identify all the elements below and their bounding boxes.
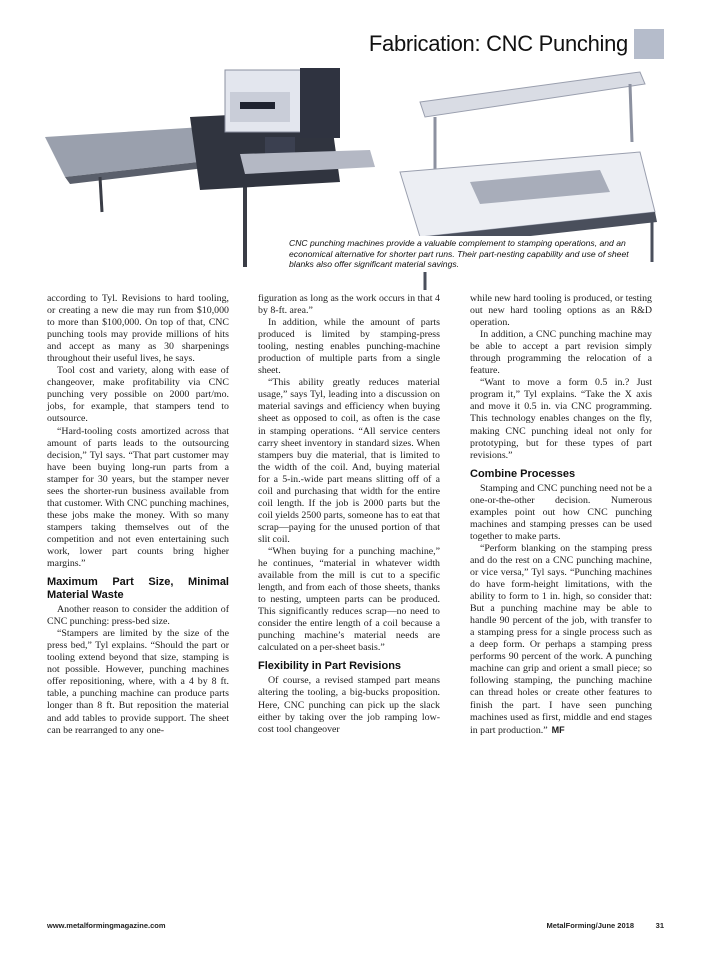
article-column-1 — [47, 293, 229, 737]
footer-website: www.metalformingmagazine.com — [47, 921, 166, 930]
footer-issue: MetalForming/June 2018 — [546, 921, 634, 930]
paragraph: while new hard tooling is produced, or testing out new hard tooling options as an R&D operation. — [470, 293, 652, 329]
page-number: 31 — [655, 921, 664, 930]
paragraph: Of course, a revised stamped part means altering the tooling, a big-bucks proposition. Here, CNC punching can pick up the slack either by taking over the job ramping low-cost tool changeover — [258, 675, 440, 735]
section-color-block — [634, 29, 664, 59]
subheading: Flexibility in Part Revisions — [258, 660, 402, 673]
paragraph: In addition, a CNC punching machine may be able to accept a part revision simply through programming the relocation of a feature. — [470, 329, 652, 377]
paragraph: according to Tyl. Revisions to hard tooling, or creating a new die may run from $10,000 to more than $100,000. On top of that, CNC punching tools may provide millions of hits and accept as many as 30 sharpenings throughout their useful lives, he says. — [47, 293, 229, 365]
paragraph-text: “Perform blanking on the stamping press and do the rest on a CNC punching machine, or vice versa,” Tyl says. “Punching machines do have form-height limitations, with the ability to form to 1 in. high, so consider that: But a punching machine may be able to handle 90 percent of the job, with transfer to a stamping press for a single process such as a deep form. Or perhaps a stamping press performs 90 percent of the work. A punching machine can grip and orient a small piece; so following stamping, the punching machine can thread holes or create other features to finish the part. I have seen punching machines used as first, middle and end stages in part production.” — [470, 542, 652, 736]
paragraph: Tool cost and variety, along with ease of changeover, make profitability via CNC punching very possible on 2000 part/mo. jobs, for example, that stampers tend to outsource. — [47, 365, 229, 425]
paragraph: “Hard-tooling costs amortized across that amount of parts leads to the outsourcing decision,” Tyl says. “That part customer may have been buying long-run parts from a stamper for 30 years, but the stamper never sees the shorter-run business available from that customer. With CNC punching machines, these jobs make the money. With so many stampers taking themselves out of the competition and not even entertaining such work, lower part counts bring higher margins.” — [47, 425, 229, 570]
section-title: Fabrication: CNC Punching — [368, 31, 628, 56]
article-column-3 — [470, 293, 652, 737]
article-column-2 — [258, 293, 440, 736]
paragraph: “This ability greatly reduces material usage,” says Tyl, leading into a discussion on material savings and efficiency when buying sheet as opposed to coil, as often is the case in stamping operations. “All service centers carry sheet inventory in standard sizes. When stampers buy die material, that is limited to the width of the coil. And, buying material for a 5-in.-wide part means slitting off of a coil and purchasing that width for the entire coil length. If the job is 2000 parts but the coil yields 2500 parts, someone has to eat that scrap—paying for the unused portion of that slit coil. — [258, 377, 440, 545]
page-footer — [47, 921, 664, 935]
paragraph: Stamping and CNC punching need not be a one-or-the-other decision. Numerous examples point out how CNC punching machines and stamping presses can be used together to make parts. — [470, 482, 652, 542]
subheading: Combine Processes — [470, 467, 576, 480]
figure-caption: CNC punching machines provide a valuable complement to stamping operations, and an economical alternative for shorter part runs. Their part-nesting capability and use of sheet blanks also offer significant material savings. — [285, 236, 633, 272]
paragraph: figuration as long as the work occurs in that 4 by 8-ft. area.” — [258, 293, 440, 317]
machine-logo-panel — [240, 102, 275, 109]
end-mark: MF — [551, 724, 565, 735]
paragraph: “When buying for a punching machine,” he continues, “material in whatever width available from the mill is cut to a specific length, and from each of those sheets, thanks to nesting, umpteen parts can be produced. This significantly reduces scrap—no need to consider the entire length of a coil because a punching machine’s material needs are calculated on a per-sheet basis.” — [258, 545, 440, 654]
loader-post-2 — [630, 84, 632, 142]
paragraph: In addition, while the amount of parts produced is limited by stamping-press tooling, nesting enables punching-machine production of multiple parts from a single sheet. — [258, 317, 440, 377]
section-header — [369, 28, 664, 60]
machine-frame-side — [300, 68, 340, 138]
machine-table-right — [240, 150, 375, 174]
paragraph: “Stampers are limited by the size of the press bed,” Tyl explains. “Should the part or tooling extend beyond that size, stamping is not possible. However, punching machines offer repositioning, where, with a 4 by 8 ft. table, a punching machine can produce parts longer than 8 ft. But reposition the material and add tables to provide support. The sheet can be rearranged to any one- — [47, 628, 229, 736]
loader-gantry — [420, 72, 645, 117]
paragraph — [470, 543, 652, 737]
subheading: Maximum Part Size, Minimal Material Waste — [47, 576, 229, 602]
paragraph: “Want to move a form 0.5 in.? Just program it,” Tyl explains. “Take the X axis and move it 0.5 in. via CNC programming. This technology enables changes on the fly, making CNC punching ideal not only for prototyping, but for these types of part revisions.” — [470, 377, 652, 461]
paragraph: Another reason to consider the addition of CNC punching: press-bed size. — [47, 604, 229, 628]
machine-leg-left-2 — [100, 177, 102, 212]
